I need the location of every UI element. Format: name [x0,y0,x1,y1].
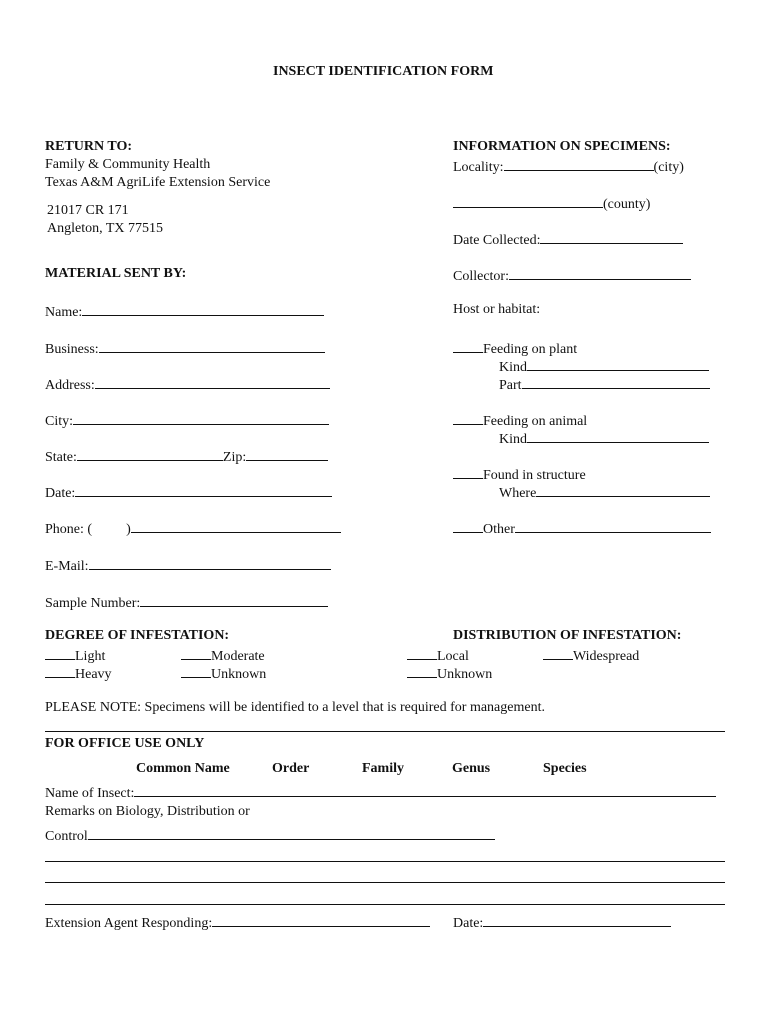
degree-unknown-check[interactable] [181,663,211,678]
state-input[interactable] [77,446,223,461]
office-date-row [453,912,671,933]
column-header-common-name: Common Name [136,761,230,776]
phone-label: Phone: ( [45,522,93,537]
remarks-label: Remarks on Biology, Distribution or [45,804,250,819]
distribution-local-label: Local [437,649,469,664]
other-row [453,518,711,539]
feeding-on-plant-check[interactable] [453,338,483,353]
phone-area-code-input[interactable] [92,519,126,533]
distribution-widespread-label: Widespread [573,649,640,664]
date-label: Date: [45,486,76,501]
county-row [453,193,650,214]
structure-where-label: Where [499,486,537,501]
county-suffix: (county) [603,197,651,212]
form-title: INSECT IDENTIFICATION FORM [273,64,494,79]
zip-label: Zip: [222,450,247,465]
locality-label: Locality: [453,160,504,175]
plant-part-label: Part [499,378,522,393]
business-field-row [45,338,325,359]
locality-city-input[interactable] [504,156,654,171]
control-input[interactable] [88,825,495,840]
collector-label: Collector: [453,269,509,284]
distribution-heading: DISTRIBUTION OF INFESTATION: [453,628,682,643]
degree-unknown-option [181,663,266,684]
found-in-structure-label: Found in structure [483,468,586,483]
distribution-widespread-option [543,645,639,666]
remarks-blank-line[interactable] [45,861,725,862]
business-label: Business: [45,342,99,357]
degree-heavy-option [45,663,112,684]
distribution-unknown-option [407,663,492,684]
city-label: City: [45,414,74,429]
other-label: Other [483,522,515,537]
date-field-row [45,482,332,503]
address-input[interactable] [95,374,330,389]
structure-where-input[interactable] [536,482,710,497]
email-label: E-Mail: [45,559,89,574]
email-input[interactable] [89,555,331,570]
feeding-on-animal-label: Feeding on animal [483,414,588,429]
animal-kind-input[interactable] [527,428,709,443]
remarks-blank-line[interactable] [45,904,725,905]
host-habitat-label: Host or habitat: [453,302,541,317]
animal-kind-label: Kind [499,432,527,447]
state-zip-row [45,446,328,467]
zip-input[interactable] [246,446,328,461]
date-input[interactable] [75,482,332,497]
return-to-line: Texas A&M AgriLife Extension Service [45,175,271,190]
degree-light-label: Light [75,649,106,664]
degree-light-check[interactable] [45,645,75,660]
locality-county-input[interactable] [453,193,603,208]
return-to-line: 21017 CR 171 [47,203,129,218]
collector-input[interactable] [509,265,691,280]
degree-heavy-check[interactable] [45,663,75,678]
agent-responding-label: Extension Agent Responding: [45,916,213,931]
distribution-local-check[interactable] [407,645,437,660]
name-input[interactable] [82,301,324,316]
state-label: State: [45,450,77,465]
address-field-row [45,374,330,395]
sample-number-row [45,592,328,613]
name-field-row [45,301,324,322]
remarks-blank-line[interactable] [45,882,725,883]
return-to-line: Family & Community Health [45,157,211,172]
section-divider [45,731,725,732]
column-header-order: Order [272,761,310,776]
city-suffix: (city) [653,160,684,175]
column-header-genus: Genus [452,761,491,776]
feeding-on-animal-check[interactable] [453,410,483,425]
other-input[interactable] [515,518,711,533]
return-to-line: Angleton, TX 77515 [47,221,164,236]
locality-row [453,156,684,177]
date-collected-row [453,229,683,250]
found-in-structure-check[interactable] [453,464,483,479]
distribution-widespread-check[interactable] [543,645,573,660]
phone-close-paren: ) [126,522,131,537]
control-row [45,825,495,846]
office-date-label: Date: [453,916,484,931]
degree-moderate-label: Moderate [211,649,265,664]
address-label: Address: [45,378,95,393]
plant-kind-label: Kind [499,360,527,375]
phone-field-row [45,518,341,539]
sample-number-input[interactable] [140,592,328,607]
material-sent-by-heading: MATERIAL SENT BY: [45,266,187,281]
plant-part-input[interactable] [522,374,710,389]
return-to-heading: RETURN TO: [45,139,133,154]
email-field-row [45,555,331,576]
office-date-input[interactable] [483,912,671,927]
animal-kind-row [499,428,709,449]
plant-part-row [499,374,710,395]
collector-row [453,265,691,286]
degree-heading: DEGREE OF INFESTATION: [45,628,230,643]
distribution-unknown-label: Unknown [437,667,493,682]
column-header-species: Species [543,761,587,776]
agent-responding-input[interactable] [212,912,430,927]
office-use-heading: FOR OFFICE USE ONLY [45,736,205,751]
date-collected-input[interactable] [540,229,683,244]
degree-moderate-check[interactable] [181,645,211,660]
agent-responding-row [45,912,430,933]
feeding-on-plant-label: Feeding on plant [483,342,578,357]
name-of-insect-input[interactable] [134,782,716,797]
business-input[interactable] [99,338,325,353]
other-check[interactable] [453,518,483,533]
structure-where-row [499,482,710,503]
distribution-unknown-check[interactable] [407,663,437,678]
city-field-row [45,410,329,431]
specimens-heading: INFORMATION ON SPECIMENS: [453,139,671,154]
city-input[interactable] [73,410,329,425]
name-of-insect-row [45,782,716,803]
degree-heavy-label: Heavy [75,667,112,682]
control-label: Control [45,829,88,844]
sample-number-label: Sample Number: [45,596,141,611]
please-note-text: PLEASE NOTE: Specimens will be identified to a level that is required for management. [45,700,545,715]
plant-kind-input[interactable] [527,356,709,371]
phone-number-input[interactable] [131,518,341,533]
date-collected-label: Date Collected: [453,233,541,248]
name-label: Name: [45,305,83,320]
degree-unknown-label: Unknown [211,667,267,682]
name-of-insect-label: Name of Insect: [45,786,135,801]
column-header-family: Family [362,761,404,776]
